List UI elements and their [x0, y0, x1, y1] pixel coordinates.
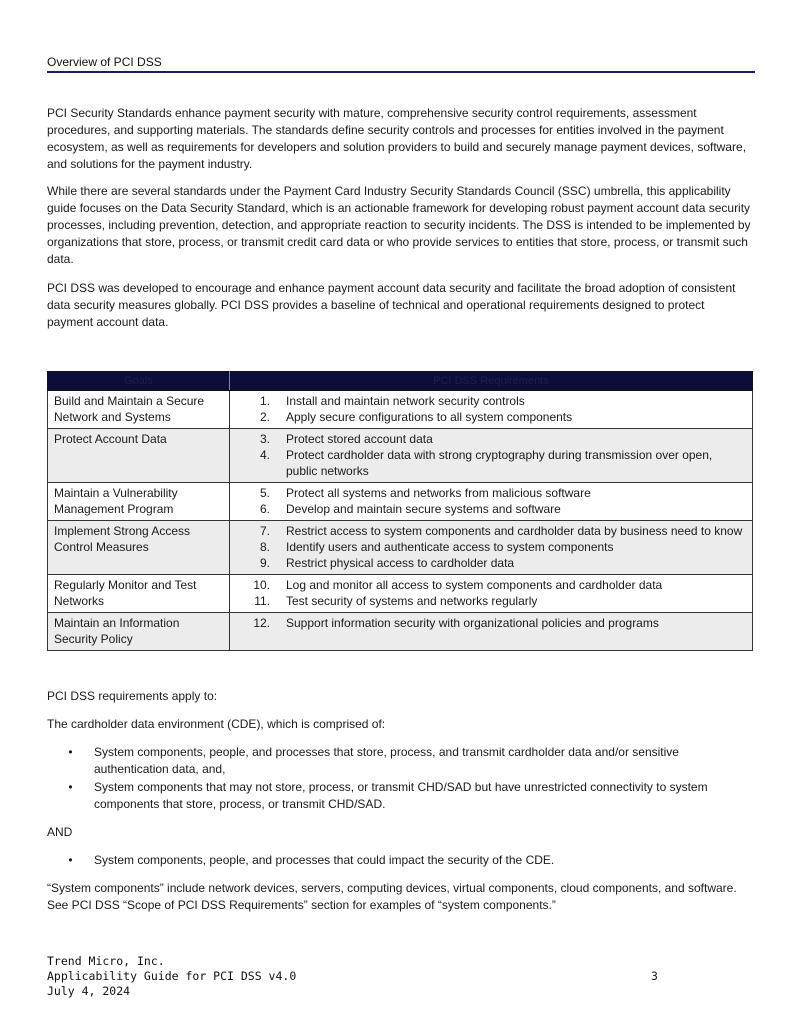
requirement-number: 11. — [254, 594, 270, 608]
requirement-text: Install and maintain network security controls — [286, 394, 525, 408]
requirement-item — [236, 485, 746, 501]
requirement-text: Develop and maintain secure systems and software — [286, 502, 561, 516]
requirement-number: 10. — [253, 578, 270, 592]
intro-paragraph-3: PCI DSS was developed to encourage and enhance payment account data security and facilitate the broad adoption of consistent data security measures globally. PCI DSS provides a baseline of technical and operational requirements designed to protect payment account data. — [47, 281, 736, 329]
list-item: • System components that may not store, process, or transmit CHD/SAD but have unrestricted connectivity to system components that store, process, or transmit CHD/SAD. — [47, 779, 753, 813]
requirement-text: Support information security with organizational policies and programs — [286, 616, 659, 630]
requirement-list — [236, 431, 746, 479]
page-number: 3 — [651, 969, 658, 983]
goal-cell: Maintain a Vulnerability Management Program — [48, 483, 230, 521]
requirement-item — [236, 393, 746, 409]
requirement-number: 12. — [253, 616, 270, 630]
requirement-item — [236, 555, 746, 571]
requirements-cell — [230, 483, 753, 521]
requirement-item — [236, 501, 746, 517]
requirement-item — [236, 431, 746, 447]
requirements-column-header: PCI DSS Requirements — [230, 372, 753, 391]
bullet-icon: • — [68, 745, 73, 759]
intro-paragraph-2: While there are several standards under the Payment Card Industry Security Standards Council (SSC) umbrella, this applicability guide focuses on the Data Security Standard, which is an actionable framework for developing robust payment account data security processes, including prevention, detection, and appropriate reaction to security incidents. The DSS is intended to be implemented by organizations that store, process, or transmit credit card data or who provide services to entities that store, process, or transmit such data. — [47, 184, 751, 266]
requirement-number: 5. — [259, 486, 270, 500]
intro-paragraph-1: PCI Security Standards enhance payment security with mature, comprehensive security control requirements, assessment procedures, and supporting materials. The standards define security controls and processes for entities involved in the payment ecosystem, as well as requirements for developers and solution providers to build and securely manage payment devices, software, and solutions for the payment industry. — [47, 106, 747, 171]
requirement-text: Restrict access to system components and cardholder data by business need to know — [286, 524, 743, 538]
requirement-list — [236, 615, 746, 631]
cde-bullet-list — [47, 744, 753, 814]
requirement-item — [236, 593, 746, 609]
requirements-cell — [230, 521, 753, 575]
and-label: AND — [47, 825, 73, 839]
requirement-item — [236, 409, 746, 425]
requirement-item — [236, 523, 746, 539]
bullet-icon: • — [68, 853, 73, 867]
requirements-cell — [230, 391, 753, 429]
list-item: • System components, people, and processes that could impact the security of the CDE. — [47, 852, 753, 869]
impact-bullet-list — [47, 852, 753, 870]
goal-cell: Implement Strong Access Control Measures — [48, 521, 230, 575]
list-item: • System components, people, and processes that store, process, and transmit cardholder data and/or sensitive authentication data, and, — [47, 744, 753, 778]
requirement-list — [236, 577, 746, 609]
requirement-number: 7. — [259, 524, 270, 538]
footer-company: Trend Micro, Inc. — [47, 954, 165, 968]
requirement-text: Log and monitor all access to system components and cardholder data — [286, 578, 663, 592]
requirement-text: Protect all systems and networks from malicious software — [286, 486, 591, 500]
requirement-number: 1. — [259, 394, 270, 408]
goal-cell: Protect Account Data — [48, 429, 230, 483]
requirements-cell — [230, 429, 753, 483]
table-row — [48, 575, 753, 613]
requirement-item — [236, 577, 746, 593]
requirement-number: 8. — [259, 540, 270, 554]
goal-cell: Maintain an Information Security Policy — [48, 613, 230, 651]
requirement-number: 2. — [259, 410, 270, 424]
table-row — [48, 521, 753, 575]
goals-column-header: Goals — [48, 372, 230, 391]
header-divider — [47, 71, 755, 73]
requirements-cell — [230, 575, 753, 613]
requirement-item — [236, 615, 746, 631]
goal-cell: Regularly Monitor and Test Networks — [48, 575, 230, 613]
table-row — [48, 483, 753, 521]
footer-doc-title: Applicability Guide for PCI DSS v4.0 — [47, 969, 297, 983]
requirement-list — [236, 523, 746, 571]
table-header-row — [48, 372, 753, 391]
table-row — [48, 391, 753, 429]
requirement-text: Protect cardholder data with strong cryptography during transmission over open, public networks — [286, 448, 713, 478]
requirement-text: Identify users and authenticate access to system components — [286, 540, 614, 554]
footer-date: July 4, 2024 — [47, 984, 131, 998]
requirement-text: Test security of systems and networks regularly — [286, 594, 538, 608]
requirement-text: Protect stored account data — [286, 432, 433, 446]
system-components-note: “System components” include network devices, servers, computing devices, virtual components, cloud components, and software. See PCI DSS “Scope of PCI DSS Requirements” section for examples of “system components.” — [47, 881, 737, 912]
table-row — [48, 613, 753, 651]
requirements-table — [47, 371, 753, 651]
requirement-text: Restrict physical access to cardholder data — [286, 556, 515, 570]
apply-intro: PCI DSS requirements apply to: — [47, 689, 218, 703]
requirement-list — [236, 393, 746, 425]
goal-cell: Build and Maintain a Secure Network and Systems — [48, 391, 230, 429]
requirement-item — [236, 447, 746, 479]
requirement-item — [236, 539, 746, 555]
bullet-icon: • — [68, 780, 73, 794]
requirements-cell — [230, 613, 753, 651]
requirement-number: 4. — [259, 448, 270, 462]
table-row — [48, 429, 753, 483]
requirement-text: Apply secure configurations to all system components — [286, 410, 573, 424]
requirement-list — [236, 485, 746, 517]
requirement-number: 3. — [259, 432, 270, 446]
cde-intro: The cardholder data environment (CDE), which is comprised of: — [47, 717, 386, 731]
page-header-title: Overview of PCI DSS — [47, 55, 162, 69]
requirement-number: 9. — [259, 556, 270, 570]
requirement-number: 6. — [259, 502, 270, 516]
